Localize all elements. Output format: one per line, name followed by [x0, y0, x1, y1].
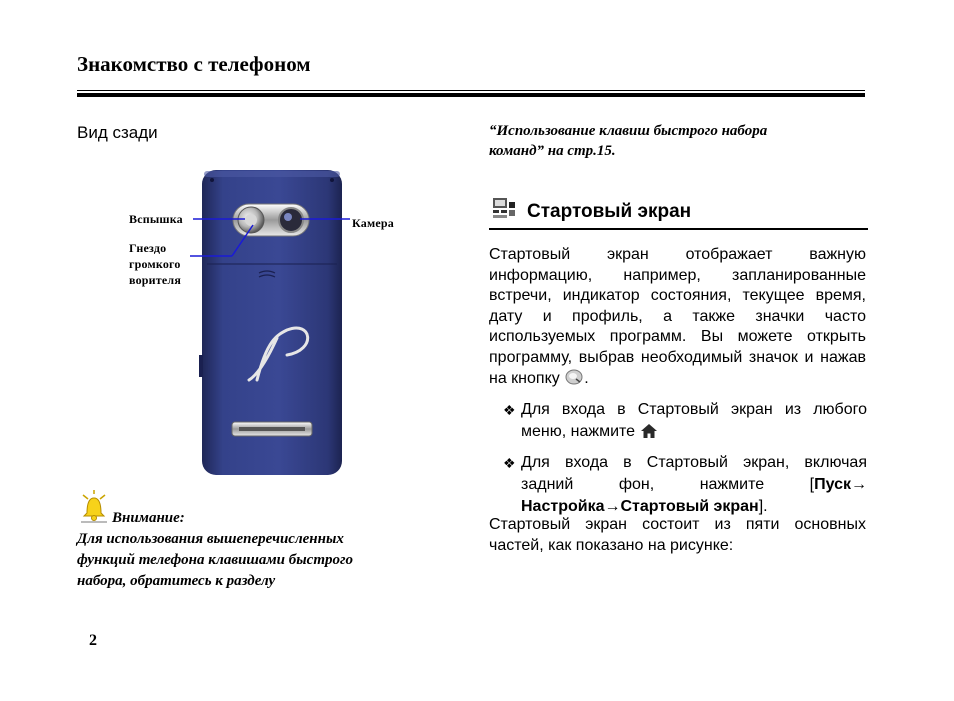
- bullet-settings: ❖ Для входа в Стартовый экран, включая задний фон, нажмите [Пуск→ Настройка→Стартовый экран].: [503, 454, 867, 515]
- section-rule: [489, 228, 868, 230]
- callout-speaker-jack: Гнездо громкого ворителя: [129, 241, 182, 287]
- header-rule-thin: [77, 90, 865, 91]
- settings-path: Пуск→ Настройка→Стартовый экран: [521, 476, 867, 515]
- attention-text: Для использования вышеперечисленных функций телефона клавишами быстрого набора, обратитесь к разделу: [77, 531, 354, 589]
- header-rule-thick: [77, 93, 865, 97]
- intro-paragraph: Стартовый экран отображает важную информацию, например, запланированные встречи, индикатор состояния, текущее время, дату и профиль, а также значки часто используемых программ. Вы можете открыть программу, выбрав необходимый значок и нажав на кнопку .: [489, 246, 866, 387]
- callout-flash: Вспышка: [129, 212, 183, 226]
- home-icon: [640, 423, 658, 439]
- camera-lens: [279, 208, 303, 232]
- bullet-mark: ❖: [503, 402, 516, 418]
- section-title: Стартовый экран: [527, 201, 692, 222]
- start-screen-icon: [492, 197, 516, 219]
- bullet-mark: ❖: [503, 455, 516, 471]
- callout-camera: Камера: [352, 216, 394, 230]
- rear-view-heading: Вид сзади: [77, 123, 158, 142]
- parts-paragraph: Стартовый экран состоит из пяти основных частей, как показано на рисунке:: [489, 516, 866, 554]
- reference-text: “Использование клавиш быстрого набора команд” на стр.15.: [489, 123, 768, 159]
- bell-icon: [79, 489, 109, 523]
- attention-title: Внимание:: [112, 510, 185, 526]
- phone-rear-image: [127, 160, 407, 480]
- page-number: 2: [89, 632, 97, 649]
- ok-button-icon: [564, 368, 584, 386]
- bullet-home: ❖ Для входа в Стартовый экран из любого меню, нажмите: [503, 401, 867, 440]
- page-title: Знакомство с телефоном: [77, 52, 311, 76]
